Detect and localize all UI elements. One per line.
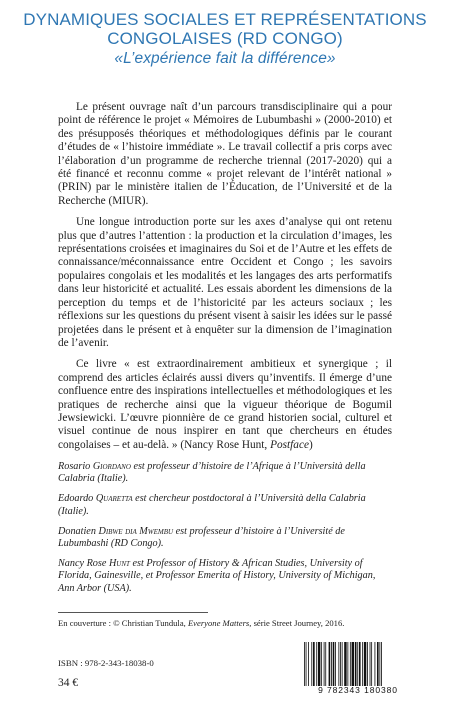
summary-paragraph-2: Une longue introduction porte sur les axes d’analyse qui ont retenu plus que d’autres l’attention : la production et la circulation d’images, les représentations croisées et imaginaires du Soi et de l’Autre et les effets de connaissance/méconnaissance entre Occident et Congo ; les savoirs populaires congolais et les modalités et les langages des arts performatifs dans leur historicité et actualité. Les essais abordent les dimensions de la perception du temps et de l’historicité par les acteurs sociaux ; les réflexions sur les questions du présent visent à saisir les idées sur le passé projetées dans le présent et à enquêter sur la dimension de l’imagination de l’avenir.	[58, 216, 392, 349]
barcode-bar	[370, 642, 371, 686]
barcode-bar	[316, 642, 317, 686]
barcode-bar	[355, 642, 357, 686]
barcode-bar	[359, 642, 361, 686]
barcode-number: 9 782343 180380	[318, 685, 398, 695]
author-bio-text: est professeur d’histoire de l’Afrique à l’Università della Calabria (Italie).	[58, 461, 366, 485]
barcode-bar	[377, 642, 379, 686]
barcode-bar	[321, 642, 322, 686]
summary-paragraph-3	[58, 358, 392, 452]
author-bio-text: est professeur d’histoire à l’Université de Lubumbashi (RD Congo).	[58, 525, 345, 550]
divider-rule	[58, 612, 208, 613]
review-quote: Ce livre « est extraordinairement ambitieux et synergique ; il comprend des articles éclairés aussi divers qu’inventifs. Il émerge d’une confluence entre des inspirations intellectuelles et méthodologiques et les pratiques de recherche ainsi que la vigueur théorique de Bogumil Jewsiewicki. L’œuvre pionnière de ce grand historien social, culturel et visuel continue de nous inspirer en tant que chercheurs en études congolaises – et au-delà. » (Nancy Rose Hunt,	[58, 358, 392, 451]
barcode-bar	[311, 642, 312, 686]
author-first-name: Donatien	[58, 525, 96, 537]
author-last-name: Quaretta	[95, 493, 133, 505]
author-bio	[58, 461, 392, 485]
book-title	[0, 10, 450, 68]
author-bio-text: est chercheur postdoctoral à l’Università della Calabria (Italie).	[58, 493, 366, 517]
barcode-bar	[381, 642, 382, 686]
cover-credit-prefix: En couverture : © Christian Tundula,	[58, 618, 188, 628]
barcode-bar	[347, 642, 348, 686]
quote-source: Postface	[270, 438, 309, 451]
cover-credit	[58, 618, 410, 629]
barcode-bar	[331, 642, 332, 686]
author-bios	[58, 461, 392, 603]
author-bio	[58, 493, 392, 517]
cover-credit-suffix: , série Street Journey, 2016.	[249, 618, 345, 628]
author-bio	[58, 558, 392, 595]
barcode-bar	[313, 642, 315, 686]
isbn: ISBN : 978-2-343-18038-0	[58, 658, 154, 668]
barcode-bar	[304, 642, 305, 686]
barcode-bar	[344, 642, 346, 686]
barcode-bar	[367, 642, 368, 686]
author-bio-text: est Professor of History & African Studies, University of Florida, Gainesville, et Professor Emerita of History, University of Michigan, Ann Arbor (USA).	[58, 558, 376, 594]
barcode-bar	[318, 642, 320, 686]
barcode-bar	[325, 642, 326, 686]
summary-paragraph-1: Le présent ouvrage naît d’un parcours transdisciplinaire qui a pour point de référence le projet « Mémoires de Lubumbashi » (2000-2010) et des présupposés théoriques et méthodologiques définis par le courant d’études de « l’histoire immédiate ». Le travail collectif a pris corps avec l’élaboration d’un programme de recherche triennal (2017-2020) qui a été financé et reconnu comme « projet relevant de l’intérêt national » (PRIN) par le ministère italien de l’Éducation, de l’Université et de la Recherche (MIUR).	[58, 101, 392, 207]
barcode-bar	[375, 642, 376, 686]
barcode-bar	[308, 642, 309, 686]
author-first-name: Rosario	[58, 461, 91, 472]
barcode-bar	[362, 642, 363, 686]
barcode-bar	[338, 642, 339, 686]
barcode-bar	[352, 642, 354, 686]
cover-artwork-title: Everyone Matters	[187, 618, 250, 628]
title-line-1: DYNAMIQUES SOCIALES ET REPRÉSENTATIONS	[23, 10, 427, 29]
barcode-bar	[379, 642, 380, 686]
author-last-name: Dibwe dia Mwembu	[98, 525, 174, 537]
book-subtitle: «L’expérience fait la différence»	[114, 50, 336, 67]
barcode-bar	[306, 642, 307, 686]
barcode-bar	[333, 642, 335, 686]
barcode-bar	[364, 642, 366, 686]
author-first-name: Nancy Rose	[58, 558, 107, 570]
barcode	[302, 642, 416, 686]
back-cover-summary	[58, 101, 392, 460]
author-first-name: Edoardo	[58, 493, 94, 505]
barcode-bar	[340, 642, 341, 686]
quote-close: )	[308, 438, 313, 451]
price: 34 €	[58, 677, 79, 689]
author-last-name: Giordano	[92, 461, 131, 472]
barcode-bar	[350, 642, 351, 686]
barcode-bar	[357, 642, 358, 686]
barcode-bar	[324, 642, 325, 686]
barcode-bar	[371, 642, 372, 686]
author-bio	[58, 526, 392, 550]
title-line-2: CONGOLAISES (RD CONGO)	[107, 29, 343, 48]
author-last-name: Hunt	[108, 558, 130, 570]
barcode-bar	[329, 642, 331, 686]
barcode-bar	[342, 642, 343, 686]
barcode-bar	[335, 642, 336, 686]
